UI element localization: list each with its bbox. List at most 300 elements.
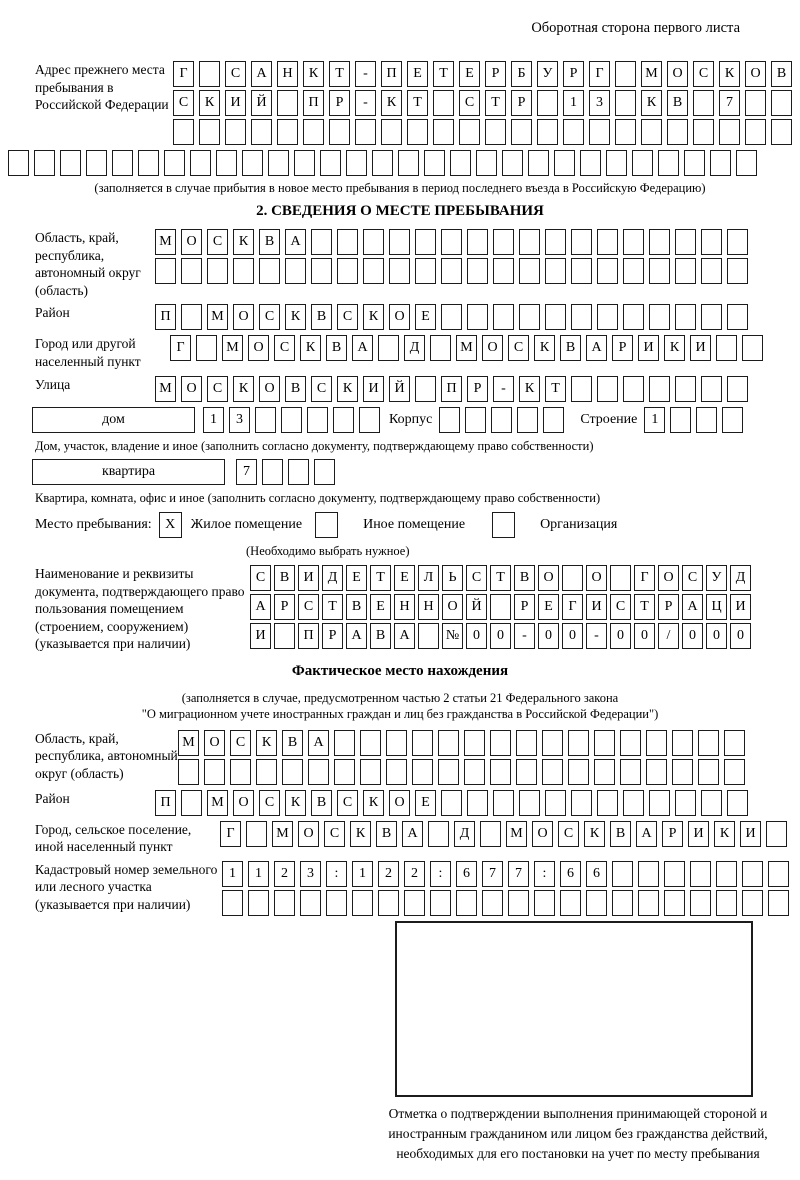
char-cell[interactable]: В — [311, 304, 332, 330]
char-cell[interactable] — [307, 407, 328, 433]
char-cell[interactable]: К — [199, 90, 220, 116]
char-cell[interactable] — [381, 119, 402, 145]
char-cell[interactable] — [256, 759, 277, 785]
char-cell[interactable]: 0 — [706, 623, 727, 649]
char-cell[interactable]: И — [363, 376, 384, 402]
char-cell[interactable]: О — [538, 565, 559, 591]
char-cell[interactable] — [242, 150, 263, 176]
char-cell[interactable] — [404, 890, 425, 916]
char-cell[interactable]: 0 — [490, 623, 511, 649]
char-cell[interactable] — [716, 861, 737, 887]
char-cell[interactable] — [519, 258, 540, 284]
char-cell[interactable] — [638, 890, 659, 916]
char-cell[interactable] — [745, 90, 766, 116]
char-cell[interactable] — [246, 821, 267, 847]
char-cell[interactable]: Л — [418, 565, 439, 591]
char-cell[interactable]: К — [303, 61, 324, 87]
char-cell[interactable]: О — [442, 594, 463, 620]
char-cell[interactable] — [571, 376, 592, 402]
char-cell[interactable]: С — [274, 335, 295, 361]
char-cell[interactable] — [490, 759, 511, 785]
char-cell[interactable] — [277, 90, 298, 116]
char-cell[interactable] — [259, 258, 280, 284]
char-cell[interactable] — [568, 730, 589, 756]
char-cell[interactable]: О — [532, 821, 553, 847]
char-cell[interactable]: Й — [466, 594, 487, 620]
char-cell[interactable]: И — [586, 594, 607, 620]
char-cell[interactable]: Е — [415, 304, 436, 330]
char-cell[interactable]: О — [667, 61, 688, 87]
char-cell[interactable]: П — [303, 90, 324, 116]
char-cell[interactable] — [181, 790, 202, 816]
char-cell[interactable] — [337, 229, 358, 255]
char-cell[interactable]: 1 — [248, 861, 269, 887]
char-cell[interactable] — [8, 150, 29, 176]
char-cell[interactable]: К — [381, 90, 402, 116]
char-cell[interactable] — [597, 790, 618, 816]
char-cell[interactable] — [675, 376, 696, 402]
char-cell[interactable] — [415, 229, 436, 255]
char-cell[interactable] — [623, 229, 644, 255]
char-cell[interactable] — [698, 730, 719, 756]
char-cell[interactable]: Д — [454, 821, 475, 847]
char-cell[interactable] — [308, 759, 329, 785]
char-cell[interactable]: П — [155, 304, 176, 330]
char-cell[interactable]: 0 — [610, 623, 631, 649]
char-cell[interactable] — [745, 119, 766, 145]
char-cell[interactable]: Д — [730, 565, 751, 591]
char-cell[interactable]: 3 — [589, 90, 610, 116]
char-cell[interactable]: Д — [322, 565, 343, 591]
char-cell[interactable]: Р — [274, 594, 295, 620]
char-cell[interactable]: К — [363, 790, 384, 816]
char-cell[interactable] — [722, 407, 743, 433]
char-cell[interactable]: 0 — [466, 623, 487, 649]
char-cell[interactable] — [456, 890, 477, 916]
char-cell[interactable] — [314, 459, 335, 485]
char-cell[interactable]: И — [688, 821, 709, 847]
char-cell[interactable]: 0 — [682, 623, 703, 649]
char-cell[interactable]: К — [233, 376, 254, 402]
char-cell[interactable]: У — [537, 61, 558, 87]
char-cell[interactable]: В — [274, 565, 295, 591]
char-cell[interactable]: И — [730, 594, 751, 620]
char-cell[interactable] — [545, 304, 566, 330]
char-cell[interactable]: В — [560, 335, 581, 361]
char-cell[interactable]: 7 — [482, 861, 503, 887]
char-cell[interactable]: В — [514, 565, 535, 591]
char-cell[interactable]: О — [482, 335, 503, 361]
char-cell[interactable]: Р — [563, 61, 584, 87]
char-cell[interactable] — [594, 759, 615, 785]
char-cell[interactable] — [199, 119, 220, 145]
char-cell[interactable] — [571, 258, 592, 284]
char-cell[interactable] — [233, 258, 254, 284]
char-cell[interactable]: П — [298, 623, 319, 649]
char-cell[interactable]: А — [250, 594, 271, 620]
char-cell[interactable] — [615, 90, 636, 116]
char-cell[interactable] — [438, 759, 459, 785]
char-cell[interactable] — [675, 229, 696, 255]
char-cell[interactable] — [464, 730, 485, 756]
char-cell[interactable]: Г — [589, 61, 610, 87]
char-cell[interactable]: Р — [329, 90, 350, 116]
char-cell[interactable] — [649, 258, 670, 284]
char-cell[interactable] — [412, 759, 433, 785]
char-cell[interactable] — [568, 759, 589, 785]
char-cell[interactable] — [560, 890, 581, 916]
char-cell[interactable]: В — [610, 821, 631, 847]
char-cell[interactable] — [727, 304, 748, 330]
char-cell[interactable]: К — [584, 821, 605, 847]
char-cell[interactable]: Т — [545, 376, 566, 402]
char-cell[interactable] — [418, 623, 439, 649]
char-cell[interactable] — [736, 150, 757, 176]
char-cell[interactable] — [612, 890, 633, 916]
char-cell[interactable] — [675, 258, 696, 284]
char-cell[interactable] — [138, 150, 159, 176]
char-cell[interactable]: О — [389, 790, 410, 816]
char-cell[interactable] — [690, 861, 711, 887]
char-cell[interactable] — [490, 730, 511, 756]
char-cell[interactable]: В — [667, 90, 688, 116]
char-cell[interactable] — [222, 890, 243, 916]
char-cell[interactable] — [262, 459, 283, 485]
char-cell[interactable]: К — [519, 376, 540, 402]
char-cell[interactable]: Ц — [706, 594, 727, 620]
char-cell[interactable]: Е — [346, 565, 367, 591]
char-cell[interactable]: 1 — [352, 861, 373, 887]
char-cell[interactable]: 1 — [644, 407, 665, 433]
char-cell[interactable] — [311, 258, 332, 284]
char-cell[interactable] — [155, 258, 176, 284]
char-cell[interactable] — [528, 150, 549, 176]
char-cell[interactable]: Г — [173, 61, 194, 87]
char-cell[interactable]: 3 — [229, 407, 250, 433]
char-cell[interactable]: С — [337, 304, 358, 330]
char-cell[interactable]: 0 — [562, 623, 583, 649]
char-cell[interactable] — [178, 759, 199, 785]
char-cell[interactable]: Е — [370, 594, 391, 620]
char-cell[interactable] — [465, 407, 486, 433]
char-cell[interactable]: 7 — [236, 459, 257, 485]
char-cell[interactable] — [428, 821, 449, 847]
char-cell[interactable] — [268, 150, 289, 176]
char-cell[interactable] — [196, 335, 217, 361]
char-cell[interactable] — [285, 258, 306, 284]
char-cell[interactable] — [623, 790, 644, 816]
char-cell[interactable]: К — [350, 821, 371, 847]
char-cell[interactable] — [719, 119, 740, 145]
char-cell[interactable]: К — [233, 229, 254, 255]
char-cell[interactable] — [724, 759, 745, 785]
char-cell[interactable] — [112, 150, 133, 176]
char-cell[interactable] — [632, 150, 653, 176]
char-cell[interactable]: О — [204, 730, 225, 756]
char-cell[interactable] — [467, 229, 488, 255]
char-cell[interactable] — [450, 150, 471, 176]
char-cell[interactable]: 1 — [203, 407, 224, 433]
char-cell[interactable]: Е — [407, 61, 428, 87]
char-cell[interactable]: Г — [170, 335, 191, 361]
char-cell[interactable]: С — [337, 790, 358, 816]
char-cell[interactable] — [580, 150, 601, 176]
char-cell[interactable] — [303, 119, 324, 145]
char-cell[interactable] — [701, 790, 722, 816]
char-cell[interactable]: М — [456, 335, 477, 361]
char-cell[interactable]: К — [641, 90, 662, 116]
char-cell[interactable]: О — [658, 565, 679, 591]
char-cell[interactable] — [543, 407, 564, 433]
char-cell[interactable] — [670, 407, 691, 433]
char-cell[interactable] — [415, 376, 436, 402]
char-cell[interactable] — [274, 623, 295, 649]
char-cell[interactable]: В — [326, 335, 347, 361]
char-cell[interactable]: С — [693, 61, 714, 87]
char-cell[interactable]: А — [402, 821, 423, 847]
char-cell[interactable]: В — [311, 790, 332, 816]
char-cell[interactable] — [519, 304, 540, 330]
char-cell[interactable]: Р — [485, 61, 506, 87]
char-cell[interactable]: М — [207, 790, 228, 816]
char-cell[interactable] — [372, 150, 393, 176]
char-cell[interactable]: 7 — [508, 861, 529, 887]
char-cell[interactable]: Т — [485, 90, 506, 116]
char-cell[interactable]: У — [706, 565, 727, 591]
char-cell[interactable]: Р — [322, 623, 343, 649]
char-cell[interactable] — [690, 890, 711, 916]
char-cell[interactable] — [274, 890, 295, 916]
char-cell[interactable] — [672, 730, 693, 756]
char-cell[interactable]: А — [346, 623, 367, 649]
char-cell[interactable]: / — [658, 623, 679, 649]
char-cell[interactable]: К — [534, 335, 555, 361]
char-cell[interactable]: Р — [511, 90, 532, 116]
char-cell[interactable]: Т — [433, 61, 454, 87]
char-cell[interactable] — [742, 890, 763, 916]
char-cell[interactable] — [511, 119, 532, 145]
char-cell[interactable]: 6 — [456, 861, 477, 887]
char-cell[interactable]: М — [506, 821, 527, 847]
char-cell[interactable] — [430, 890, 451, 916]
char-cell[interactable] — [439, 407, 460, 433]
char-cell[interactable]: М — [222, 335, 243, 361]
char-cell[interactable] — [615, 61, 636, 87]
char-cell[interactable]: А — [308, 730, 329, 756]
char-cell[interactable] — [441, 790, 462, 816]
char-cell[interactable]: К — [300, 335, 321, 361]
checkbox-zhiloe[interactable]: X — [159, 512, 182, 538]
char-cell[interactable] — [281, 407, 302, 433]
char-cell[interactable] — [742, 861, 763, 887]
char-cell[interactable] — [766, 821, 787, 847]
char-cell[interactable] — [727, 258, 748, 284]
char-cell[interactable]: Е — [415, 790, 436, 816]
char-cell[interactable] — [771, 119, 792, 145]
char-cell[interactable] — [534, 890, 555, 916]
char-cell[interactable]: А — [352, 335, 373, 361]
char-cell[interactable] — [389, 258, 410, 284]
char-cell[interactable]: Р — [467, 376, 488, 402]
char-cell[interactable] — [742, 335, 763, 361]
char-cell[interactable] — [768, 861, 789, 887]
char-cell[interactable]: К — [256, 730, 277, 756]
char-cell[interactable] — [363, 229, 384, 255]
char-cell[interactable] — [430, 335, 451, 361]
char-cell[interactable] — [768, 890, 789, 916]
char-cell[interactable]: О — [298, 821, 319, 847]
char-cell[interactable] — [490, 594, 511, 620]
char-cell[interactable] — [181, 258, 202, 284]
char-cell[interactable] — [649, 304, 670, 330]
char-cell[interactable] — [586, 890, 607, 916]
char-cell[interactable]: С — [558, 821, 579, 847]
char-cell[interactable] — [459, 119, 480, 145]
char-cell[interactable]: - — [493, 376, 514, 402]
char-cell[interactable] — [482, 890, 503, 916]
char-cell[interactable] — [620, 759, 641, 785]
char-cell[interactable]: Т — [490, 565, 511, 591]
char-cell[interactable] — [248, 890, 269, 916]
char-cell[interactable] — [701, 304, 722, 330]
char-cell[interactable]: С — [230, 730, 251, 756]
char-cell[interactable]: 2 — [404, 861, 425, 887]
char-cell[interactable]: С — [225, 61, 246, 87]
char-cell[interactable] — [658, 150, 679, 176]
char-cell[interactable] — [485, 119, 506, 145]
char-cell[interactable]: В — [259, 229, 280, 255]
char-cell[interactable]: О — [181, 376, 202, 402]
char-cell[interactable] — [610, 565, 631, 591]
char-cell[interactable] — [542, 759, 563, 785]
char-cell[interactable]: Т — [634, 594, 655, 620]
char-cell[interactable]: 7 — [719, 90, 740, 116]
char-cell[interactable]: Б — [511, 61, 532, 87]
char-cell[interactable] — [407, 119, 428, 145]
char-cell[interactable] — [300, 890, 321, 916]
char-cell[interactable] — [207, 258, 228, 284]
char-cell[interactable]: С — [459, 90, 480, 116]
char-cell[interactable]: Д — [404, 335, 425, 361]
char-cell[interactable]: С — [466, 565, 487, 591]
char-cell[interactable] — [441, 304, 462, 330]
char-cell[interactable]: С — [298, 594, 319, 620]
char-cell[interactable]: 3 — [300, 861, 321, 887]
char-cell[interactable]: В — [346, 594, 367, 620]
char-cell[interactable]: М — [272, 821, 293, 847]
char-cell[interactable] — [334, 730, 355, 756]
char-cell[interactable] — [493, 304, 514, 330]
char-cell[interactable]: 1 — [222, 861, 243, 887]
char-cell[interactable] — [502, 150, 523, 176]
char-cell[interactable] — [716, 890, 737, 916]
char-cell[interactable] — [597, 376, 618, 402]
char-cell[interactable]: Т — [329, 61, 350, 87]
char-cell[interactable] — [701, 258, 722, 284]
char-cell[interactable] — [516, 730, 537, 756]
char-cell[interactable] — [467, 790, 488, 816]
char-cell[interactable] — [225, 119, 246, 145]
char-cell[interactable] — [606, 150, 627, 176]
char-cell[interactable] — [597, 258, 618, 284]
char-cell[interactable]: С — [250, 565, 271, 591]
char-cell[interactable]: 6 — [560, 861, 581, 887]
char-cell[interactable] — [649, 229, 670, 255]
char-cell[interactable] — [294, 150, 315, 176]
char-cell[interactable]: А — [251, 61, 272, 87]
char-cell[interactable]: Р — [658, 594, 679, 620]
char-cell[interactable]: С — [311, 376, 332, 402]
char-cell[interactable] — [360, 730, 381, 756]
char-cell[interactable]: П — [441, 376, 462, 402]
char-cell[interactable]: Н — [418, 594, 439, 620]
char-cell[interactable]: О — [233, 790, 254, 816]
char-cell[interactable] — [346, 150, 367, 176]
char-cell[interactable] — [667, 119, 688, 145]
char-cell[interactable] — [360, 759, 381, 785]
char-cell[interactable] — [771, 90, 792, 116]
char-cell[interactable] — [326, 890, 347, 916]
char-cell[interactable] — [562, 565, 583, 591]
char-cell[interactable] — [216, 150, 237, 176]
char-cell[interactable] — [467, 304, 488, 330]
char-cell[interactable] — [684, 150, 705, 176]
char-cell[interactable]: Г — [634, 565, 655, 591]
char-cell[interactable] — [727, 790, 748, 816]
char-cell[interactable]: : — [534, 861, 555, 887]
char-cell[interactable] — [623, 304, 644, 330]
char-cell[interactable]: Р — [662, 821, 683, 847]
char-cell[interactable] — [204, 759, 225, 785]
char-cell[interactable]: В — [282, 730, 303, 756]
char-cell[interactable] — [251, 119, 272, 145]
char-cell[interactable]: О — [248, 335, 269, 361]
char-cell[interactable] — [352, 890, 373, 916]
char-cell[interactable]: : — [430, 861, 451, 887]
char-cell[interactable]: № — [442, 623, 463, 649]
char-cell[interactable]: С — [508, 335, 529, 361]
char-cell[interactable]: О — [181, 229, 202, 255]
char-cell[interactable] — [476, 150, 497, 176]
char-cell[interactable]: А — [636, 821, 657, 847]
char-cell[interactable] — [433, 119, 454, 145]
char-cell[interactable]: Т — [407, 90, 428, 116]
char-cell[interactable] — [173, 119, 194, 145]
char-cell[interactable]: К — [714, 821, 735, 847]
char-cell[interactable] — [464, 759, 485, 785]
char-cell[interactable] — [571, 790, 592, 816]
char-cell[interactable] — [542, 730, 563, 756]
char-cell[interactable] — [311, 229, 332, 255]
char-cell[interactable] — [563, 119, 584, 145]
char-cell[interactable] — [398, 150, 419, 176]
char-cell[interactable] — [333, 407, 354, 433]
char-cell[interactable]: И — [638, 335, 659, 361]
char-cell[interactable] — [493, 790, 514, 816]
char-cell[interactable]: Г — [220, 821, 241, 847]
char-cell[interactable] — [664, 890, 685, 916]
char-cell[interactable] — [60, 150, 81, 176]
char-cell[interactable] — [727, 376, 748, 402]
char-cell[interactable] — [701, 376, 722, 402]
char-cell[interactable] — [441, 258, 462, 284]
char-cell[interactable] — [571, 229, 592, 255]
char-cell[interactable]: К — [719, 61, 740, 87]
char-cell[interactable] — [389, 229, 410, 255]
char-cell[interactable] — [594, 730, 615, 756]
char-cell[interactable] — [329, 119, 350, 145]
char-cell[interactable] — [415, 258, 436, 284]
